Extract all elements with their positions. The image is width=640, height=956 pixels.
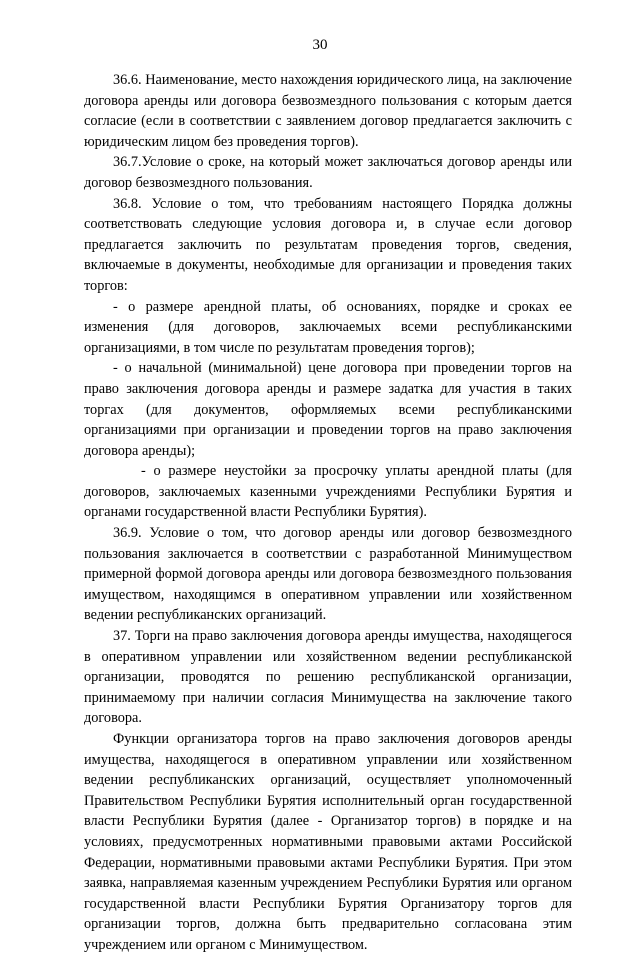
paragraph-36-7: 36.7.Условие о сроке, на который может заключаться договор аренды или договор безвозмездного пользования. bbox=[84, 154, 572, 191]
list-item-penalty: - о размере неустойки за просрочку уплаты арендной платы (для договоров, заключаемых казенными учреждениями Республики Бурятия и органами государственной власти Республики Бурятия). bbox=[84, 463, 572, 521]
paragraph-36-9: 36.9. Условие о том, что договор аренды или договор безвозмездного пользования заключается в соответствии с разработанной Минимуществом примерной формой договора аренды или договора безвозмездного пользования имуществом, находящимся в оперативном управлении или хозяйственном ведении республиканских организаций. bbox=[84, 525, 572, 624]
list-item-initial-price: - о начальной (минимальной) цене договора при проведении торгов на право заключения договора аренды и размере задатка для участия в таких торгах (для документов, оформляемых всеми республиканскими организациями при организации и проведении торгов на право заключения договора аренды); bbox=[84, 360, 572, 459]
page-number: 30 bbox=[312, 37, 328, 53]
paragraph-organizer-functions: Функции организатора торгов на право заключения договоров аренды имущества, находящегося в оперативном управлении или хозяйственном ведении республиканских организаций, осуществляет уполномоченный Правительством Республики Бурятия исполнительный орган государственной власти Республики Бурятия (далее - Организатор торгов) в порядке и на условиях, предусмотренных нормативными правовыми актами Российской Федерации, нормативными правовыми актами Республики Бурятия. При этом заявка, направляемая казенным учреждением Республики Бурятия или органом государственной власти Республики Бурятия Организатору торгов для организации торгов, должна быть предварительно согласована этим учреждением или органом с Минимуществом. bbox=[84, 731, 572, 953]
document-body bbox=[84, 70, 572, 956]
paragraph-36-6: 36.6. Наименование, место нахождения юридического лица, на заключение договора аренды или договора безвозмездного пользования с которым дается согласие (если в соответствии с заявлением договор предлагается заключить с юридическим лицом без проведения торгов). bbox=[84, 72, 572, 150]
list-item-rent-payment: - о размере арендной платы, об основаниях, порядке и сроках ее изменения (для договоров, заключаемых всеми республиканскими организациями, в том числе по результатам проведения торгов); bbox=[84, 298, 572, 356]
paragraph-37: 37. Торги на право заключения договора аренды имущества, находящегося в оперативном управлении или хозяйственном ведении республиканской организации, проводятся по решению республиканской организации, принимаемому при наличии согласия Минимущества на заключение такого договора. bbox=[84, 628, 572, 727]
paragraph-36-8: 36.8. Условие о том, что требованиям настоящего Порядка должны соответствовать следующие условия договора и, в случае если договор предлагается заключить по результатам проведения торгов, сведения, включаемые в документы, необходимые для организации и проведения таких торгов: bbox=[84, 195, 572, 294]
